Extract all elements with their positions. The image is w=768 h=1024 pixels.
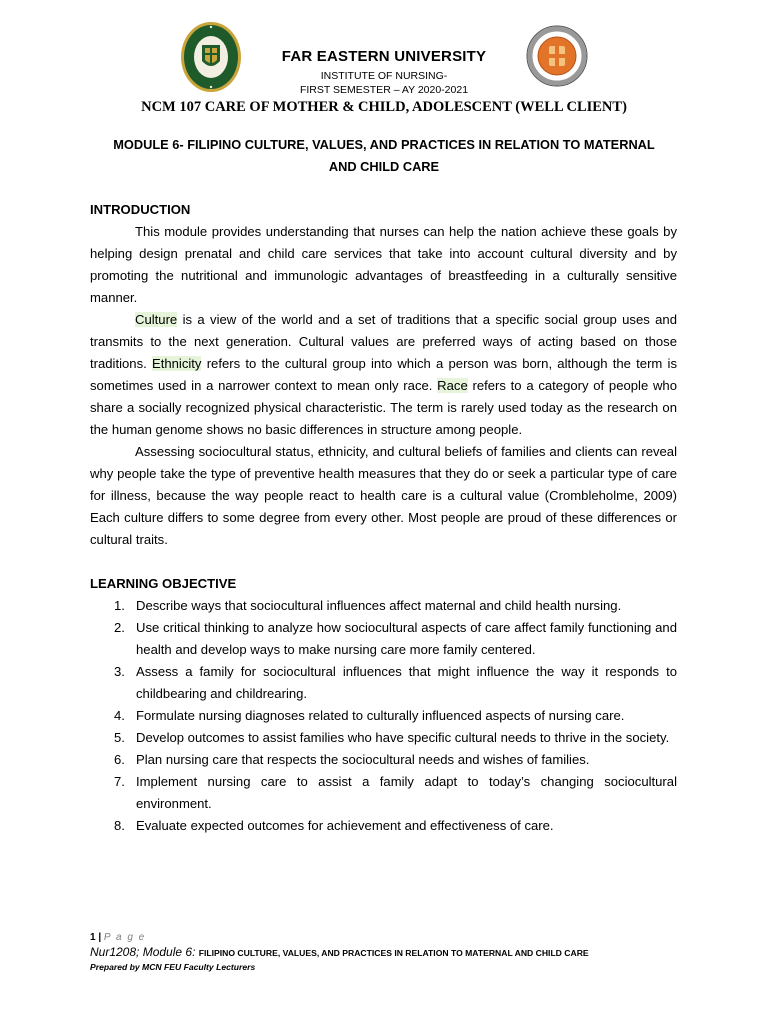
objective-text: Formulate nursing diagnoses related to culturally influenced aspects of nursing care.	[136, 708, 625, 723]
objective-item	[90, 771, 677, 815]
objective-item	[90, 705, 677, 727]
page-number: 1	[90, 932, 96, 943]
footer-module-title: FILIPINO CULTURE, VALUES, AND PRACTICES IN RELATION TO MATERNAL AND CHILD CARE	[198, 948, 589, 958]
objective-item	[90, 749, 677, 771]
objective-number: 7.	[114, 774, 125, 789]
footer-course-code: Nur1208; Module 6:	[90, 945, 199, 959]
objective-item	[90, 617, 677, 661]
objective-text: Assess a family for sociocultural influences that might influence the way it responds to childbearing and childrearing.	[136, 664, 677, 701]
page-separator: |	[95, 932, 104, 943]
module-title	[90, 134, 678, 178]
objective-item	[90, 661, 677, 705]
objective-text: Use critical thinking to analyze how sociocultural aspects of care affect family functioning and health and develop ways to make nursing care more family centered.	[136, 620, 677, 657]
introduction-heading: INTRODUCTION	[90, 202, 191, 217]
objective-item	[90, 815, 677, 837]
objective-number: 4.	[114, 708, 125, 723]
module-title-line2: AND CHILD CARE	[328, 159, 440, 174]
objective-text: Implement nursing care to assist a family adapt to today’s changing sociocultural environment.	[136, 774, 677, 811]
objective-number: 3.	[114, 664, 125, 679]
page-number-line	[90, 931, 690, 945]
objective-text: Evaluate expected outcomes for achievement and effectiveness of care.	[136, 818, 554, 833]
content-body	[90, 199, 677, 837]
semester-label: FIRST SEMESTER – AY 2020-2021	[299, 84, 469, 96]
section-spacer	[90, 551, 677, 573]
footer-prepared-by: Prepared by MCN FEU Faculty Lecturers	[90, 962, 256, 972]
page-word: P a g e	[103, 932, 146, 943]
term-ethnicity: Ethnicity	[151, 356, 202, 371]
learning-objective-heading: LEARNING OBJECTIVE	[90, 576, 237, 591]
objective-number: 1.	[114, 598, 125, 613]
term-culture: Culture	[135, 312, 178, 327]
institute-name: INSTITUTE OF NURSING-	[320, 70, 448, 82]
introduction-paragraph-3: Assessing sociocultural status, ethnicity, and cultural beliefs of families and clients can reveal why people take the type of preventive health measures that they do or seek a particular type of care for illness, because the way people react to health care is a cultural value (Crombleholme, 2009) Each culture differs to some degree from every other. Most people are proud of these differences or cultural traits.	[90, 444, 677, 547]
footer-module-line	[90, 945, 690, 960]
objective-text: Describe ways that sociocultural influences affect maternal and child health nursing.	[136, 598, 622, 613]
page-footer	[90, 931, 690, 974]
objective-number: 2.	[114, 620, 125, 635]
university-name: FAR EASTERN UNIVERSITY	[281, 48, 487, 65]
learning-objective-list	[90, 595, 677, 837]
introduction-paragraph-1: This module provides understanding that nurses can help the nation achieve these goals by helping design prenatal and child care services that take into account cultural diversity and by promoting the nutritional and immunologic advantages of breastfeeding in a culturally sensitive manner.	[90, 224, 677, 305]
paragraph-2-part-2: refers to the cultural group into which a person was born, although the term is sometimes used in a narrower context to mean only race.	[90, 356, 678, 393]
course-title: NCM 107 CARE OF MOTHER & CHILD, ADOLESCENT (WELL CLIENT)	[141, 99, 627, 115]
objective-item	[90, 595, 677, 617]
objective-number: 8.	[114, 818, 125, 833]
introduction-paragraph-2	[90, 309, 677, 441]
objective-number: 5.	[114, 730, 125, 745]
paragraph-2-part-1: is a view of the world and a set of traditions that a specific social group uses and transmits to the next generation. Cultural values are preferred ways of acting based on those traditions.	[90, 312, 677, 371]
paragraph-2-part-3: refers to a category of people who share a socially recognized physical characteristic. The term is rarely used today as the research on the human genome shows no basic differences in structure among people.	[90, 378, 677, 437]
objective-text: Develop outcomes to assist families who have specific cultural needs to thrive in the society.	[136, 730, 670, 745]
module-title-line1: MODULE 6- FILIPINO CULTURE, VALUES, AND PRACTICES IN RELATION TO MATERNAL	[113, 137, 655, 152]
objective-item	[90, 727, 677, 749]
term-race: Race	[437, 378, 468, 393]
objective-text: Plan nursing care that respects the sociocultural needs and wishes of families.	[136, 752, 590, 767]
objective-number: 6.	[114, 752, 125, 767]
